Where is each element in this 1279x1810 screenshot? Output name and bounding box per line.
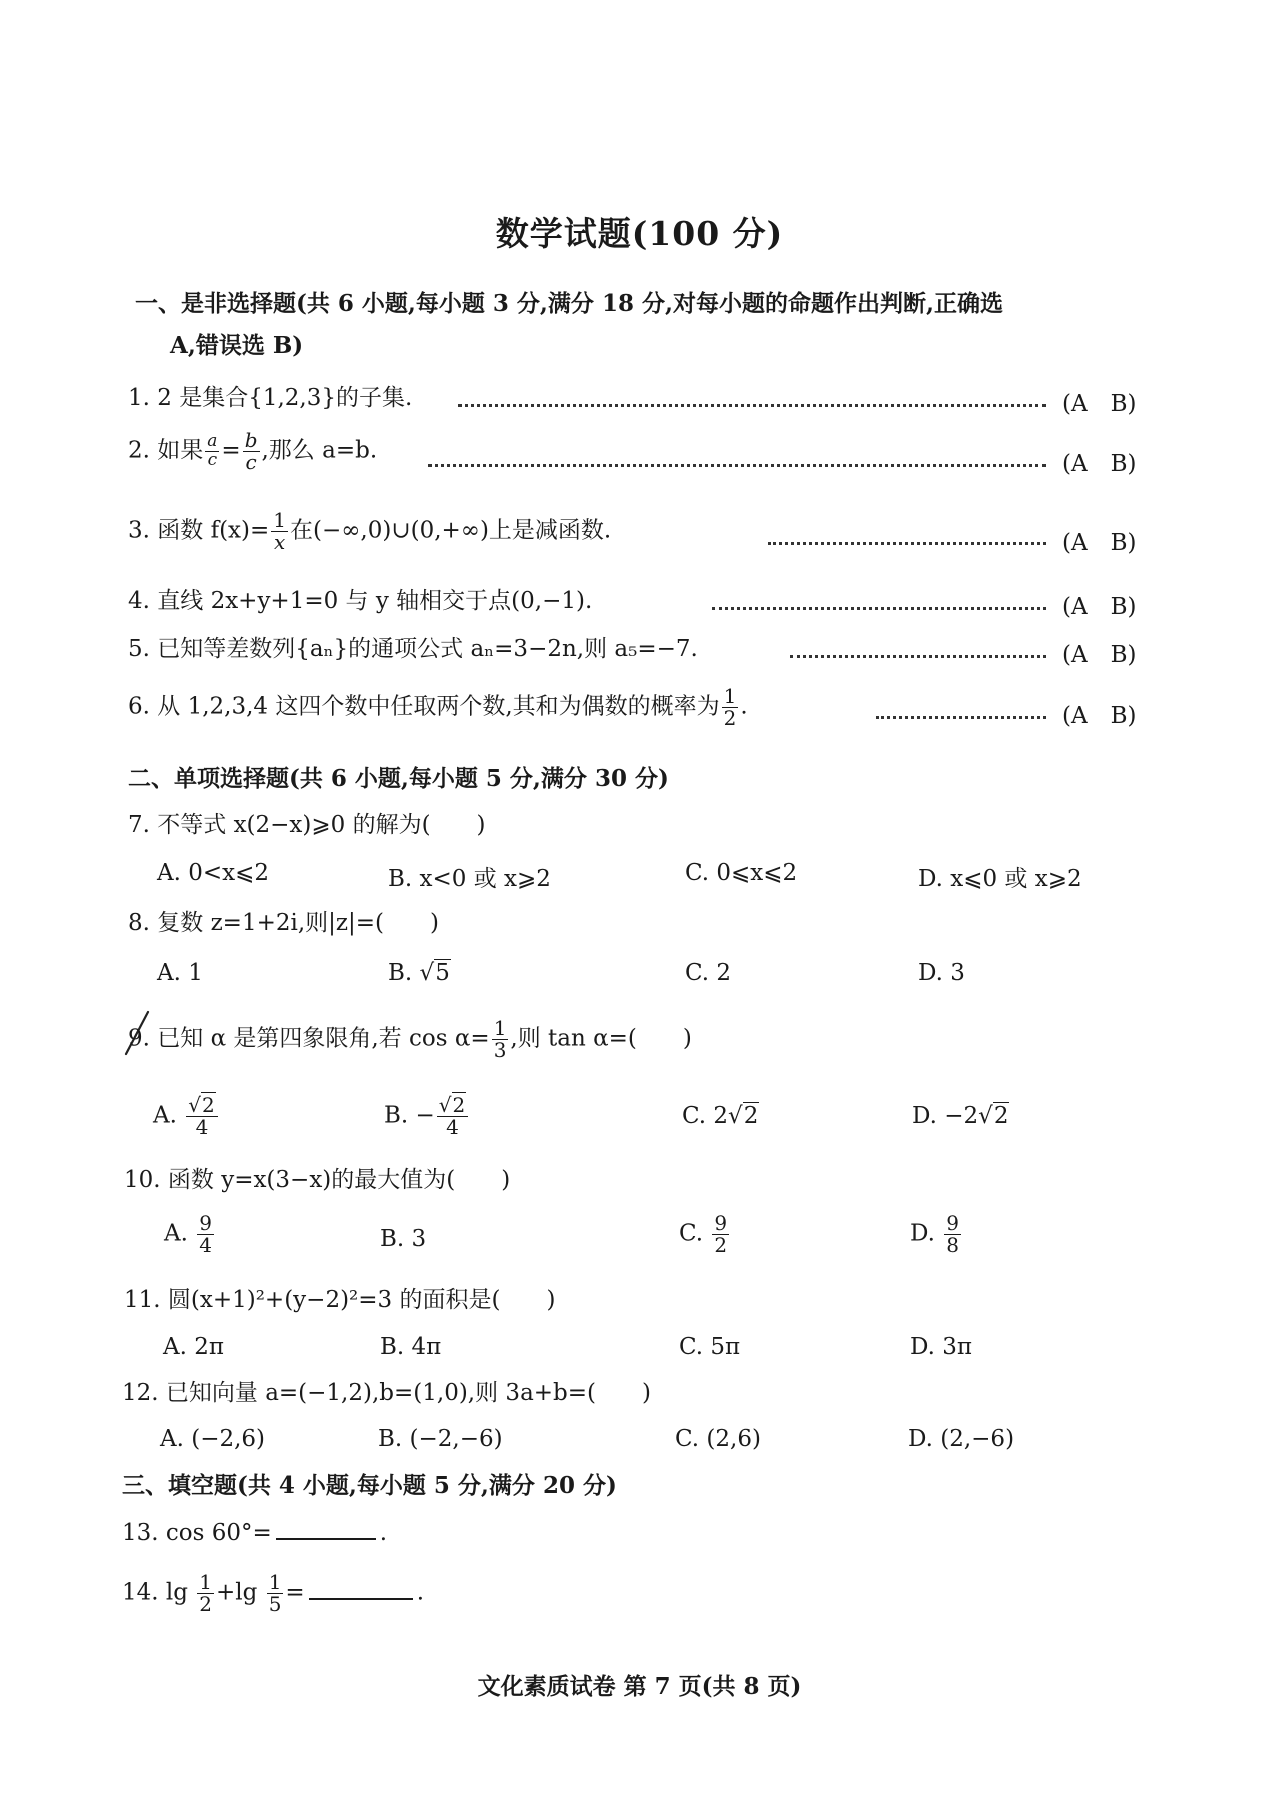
question-8-stem: 8. 复数 z=1+2i,则|z|=( ) <box>128 910 439 936</box>
option-a: A. 0<x⩽2 <box>157 860 270 886</box>
option-a: A. $\frac{√2}{4}$ <box>153 1095 220 1138</box>
option-a: A. $\frac{9}{4}$ <box>164 1211 212 1257</box>
fraction-b-over-c: $\frac{b}{c}$ <box>244 428 258 474</box>
fraction-1-over-2: $\frac{1}{2}$ <box>723 684 737 730</box>
question-6-prefix: 6. 从 1,2,3,4 这四个数中任取两个数,其和为偶数的概率为 <box>128 693 720 720</box>
option-c: C. (2,6) <box>675 1426 761 1452</box>
question-13: 13. cos 60°= . <box>122 1520 388 1546</box>
page-footer: 文化素质试卷 第 7 页(共 8 页) <box>477 1673 802 1700</box>
section3-heading: 三、填空题(共 4 小题,每小题 5 分,满分 20 分) <box>122 1472 617 1499</box>
question-11-stem: 11. 圆(x+1)²+(y−2)²=3 的面积是( ) <box>124 1287 556 1313</box>
leader-dots <box>712 607 1046 610</box>
leader-dots <box>768 542 1046 545</box>
option-c: C. $\frac{9}{2}$ <box>679 1211 728 1257</box>
option-c: C. 2 <box>685 960 732 986</box>
question-2-suffix: ,那么 a=b. <box>261 437 378 464</box>
question-3 <box>128 510 611 553</box>
answer-choice-ab: (A B) <box>1062 530 1137 556</box>
option-b: B. − $\frac{√2}{4}$ <box>384 1095 470 1138</box>
answer-choice-ab: (A B) <box>1062 594 1137 620</box>
question-1: 1. 2 是集合{1,2,3}的子集. <box>128 385 413 411</box>
fraction-1-over-x: $\frac{1}{x}$ <box>273 508 287 554</box>
answer-choice-ab: (A B) <box>1062 391 1137 417</box>
question-12-stem: 12. 已知向量 a=(−1,2),b=(1,0),则 3a+b=( ) <box>122 1380 651 1406</box>
leader-dots <box>876 716 1046 719</box>
question-14: 14. lg $\frac{1}{2}$ +lg $\frac{1}{5}$ = . <box>122 1570 425 1616</box>
question-9-stem: 9. 已知 α 是第四象限角,若 cos α= $\frac{1}{3}$ ,则 tan α=( ) <box>128 1016 692 1062</box>
fraction-sqrt2-over-4: $\frac{√2}{4}$ <box>437 1095 468 1138</box>
section1-heading: 一、是非选择题(共 6 小题,每小题 3 分,满分 18 分,对每小题的命题作出判断,正确选 <box>135 290 1003 317</box>
leader-dots <box>428 464 1046 467</box>
option-b: B. 4π <box>380 1334 442 1360</box>
question-7-stem: 7. 不等式 x(2−x)⩾0 的解为( ) <box>128 812 486 838</box>
answer-choice-ab: (A B) <box>1062 642 1137 668</box>
question-5: 5. 已知等差数列{aₙ}的通项公式 aₙ=3−2n,则 a₅=−7. <box>128 636 698 662</box>
sqrt-5: √5 <box>419 960 450 986</box>
question-6: 6. 从 1,2,3,4 这四个数中任取两个数,其和为偶数的概率为 $\frac{1}{2}$ . <box>128 684 748 730</box>
option-d: D. −2√2 <box>912 1103 1009 1129</box>
fraction-1-over-2: $\frac{1}{2}$ <box>199 1570 213 1616</box>
question-2: 2. 如果 $\frac{a}{c}$ = $\frac{b}{c}$ ,那么 a=b. <box>128 428 378 474</box>
option-d: D. x⩽0 或 x⩾2 <box>918 866 1082 892</box>
option-b: B. 3 <box>380 1226 427 1252</box>
option-d: D. (2,−6) <box>908 1426 1015 1452</box>
section2-heading: 二、单项选择题(共 6 小题,每小题 5 分,满分 30 分) <box>128 765 669 792</box>
fraction-sqrt2-over-4: $\frac{√2}{4}$ <box>186 1095 217 1138</box>
section1-heading-cont: A,错误选 B) <box>170 332 304 359</box>
option-c: C. 0⩽x⩽2 <box>685 860 798 886</box>
option-c: C. 2√2 <box>682 1103 759 1129</box>
question-10-stem: 10. 函数 y=x(3−x)的最大值为( ) <box>124 1167 511 1193</box>
option-c: C. 5π <box>679 1334 741 1360</box>
fraction-a-over-c: $\frac{a}{c}$ <box>207 431 218 470</box>
answer-choice-ab: (A B) <box>1062 703 1137 729</box>
option-b: B. x<0 或 x⩾2 <box>388 866 551 892</box>
question-3-prefix: 3. 函数 f(x)= <box>128 517 270 544</box>
answer-blank[interactable] <box>276 1538 376 1540</box>
page-title: 数学试题(100 分) <box>495 214 784 253</box>
leader-dots <box>790 655 1046 658</box>
question-2-prefix: 2. 如果 <box>128 437 204 464</box>
fraction-1-over-3: $\frac{1}{3}$ <box>493 1016 507 1062</box>
option-b: B. √5 <box>388 960 450 986</box>
option-a: A. (−2,6) <box>160 1426 266 1452</box>
fraction-1-over-5: $\frac{1}{5}$ <box>268 1570 282 1616</box>
question-4: 4. 直线 2x+y+1=0 与 y 轴相交于点(0,−1). <box>128 588 593 614</box>
answer-blank[interactable] <box>309 1598 413 1600</box>
question-3-suffix: 在(−∞,0)∪(0,+∞)上是减函数. <box>290 517 612 544</box>
option-a: A. 1 <box>157 960 203 986</box>
leader-dots <box>458 404 1046 407</box>
option-d: D. $\frac{9}{8}$ <box>910 1211 959 1257</box>
option-a: A. 2π <box>163 1334 224 1360</box>
option-d: D. 3 <box>918 960 965 986</box>
answer-choice-ab: (A B) <box>1062 451 1137 477</box>
option-b: B. (−2,−6) <box>378 1426 503 1452</box>
option-d: D. 3π <box>910 1334 972 1360</box>
